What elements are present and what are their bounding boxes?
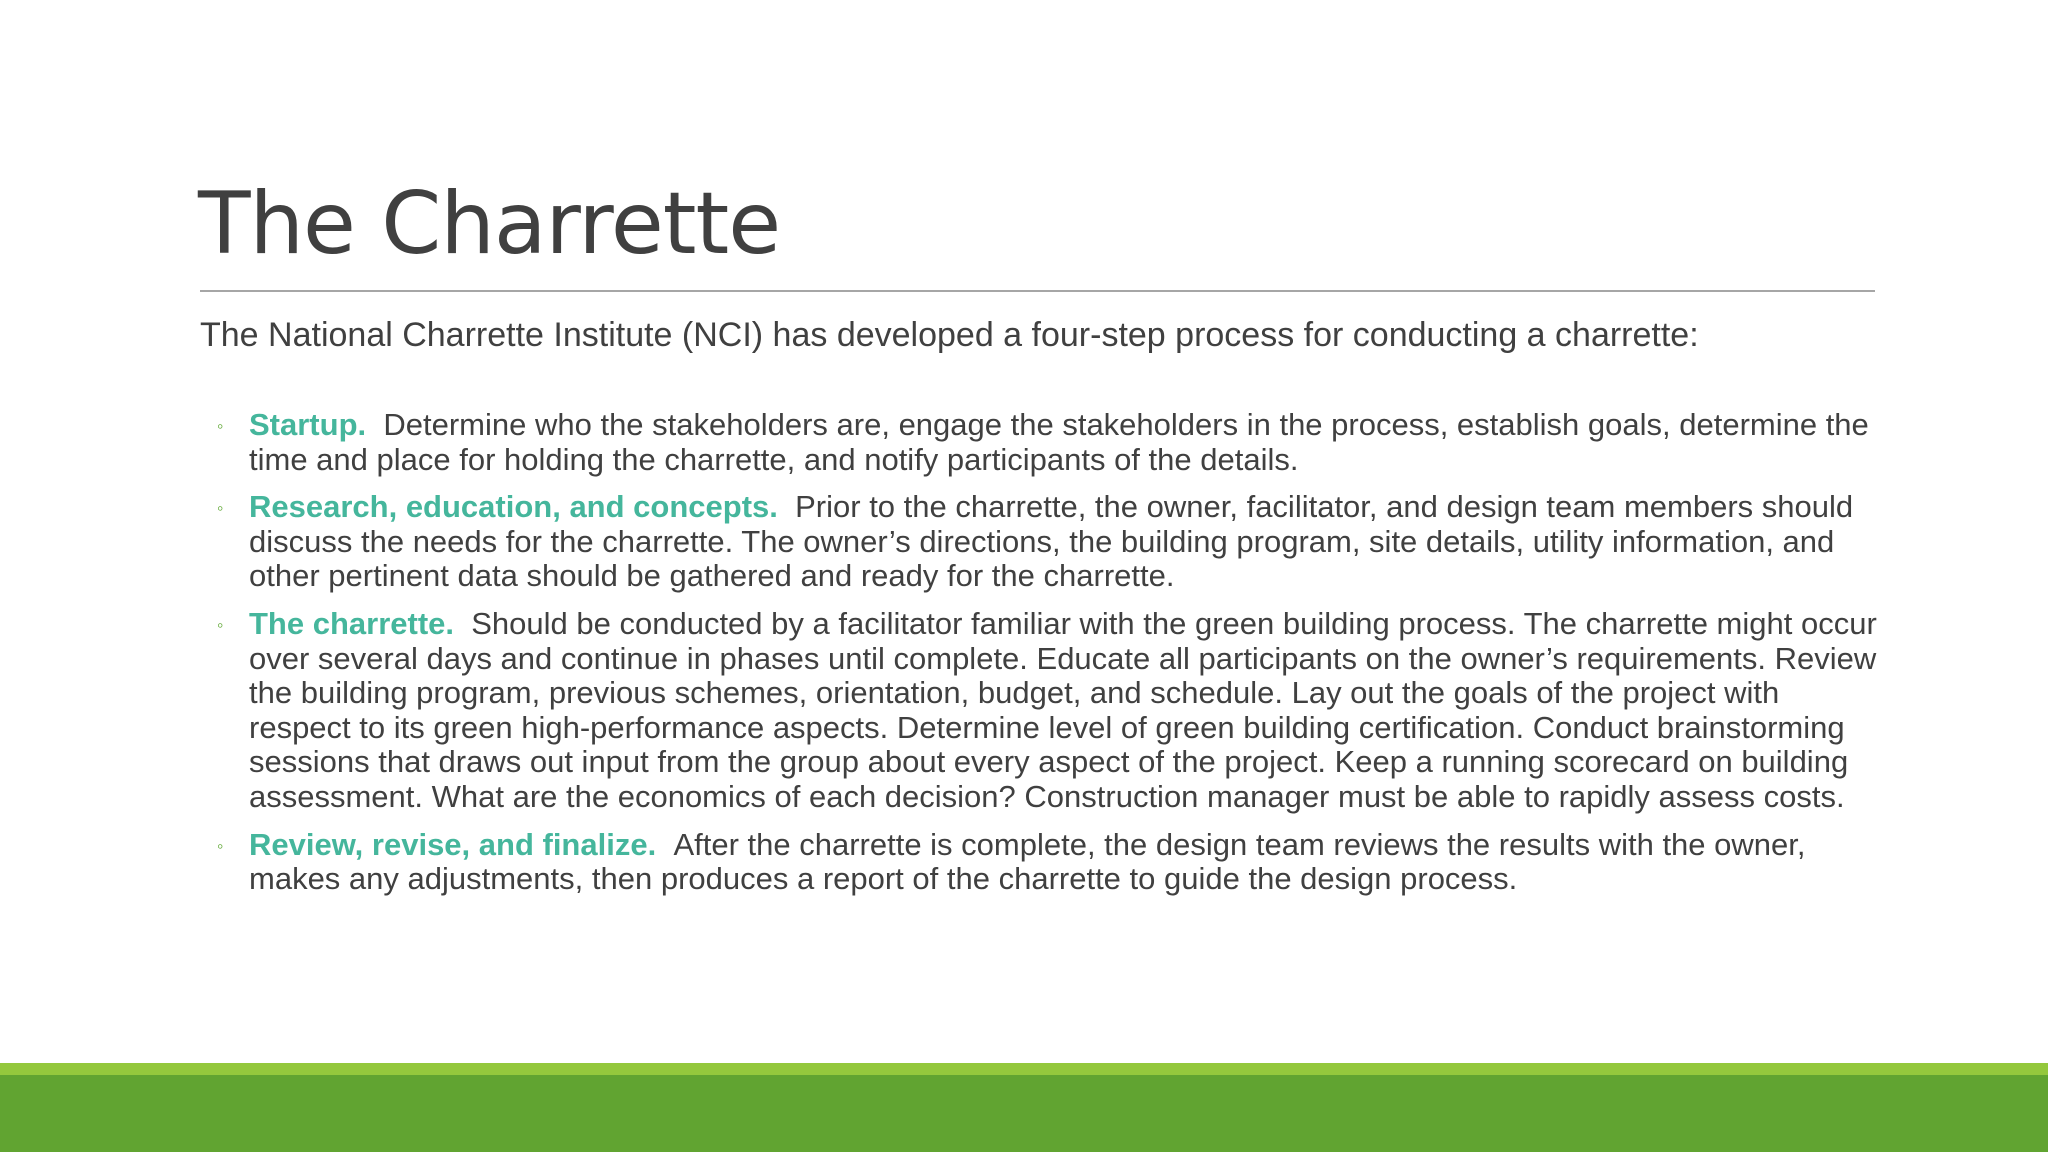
bullet-circle-icon: ◦ xyxy=(217,416,224,436)
slide-title: The Charrette xyxy=(198,174,781,274)
steps-list xyxy=(200,408,1880,910)
step-heading: Research, education, and concepts. xyxy=(249,489,778,525)
step-charrette xyxy=(200,607,1880,815)
step-review xyxy=(200,828,1880,897)
footer-bar xyxy=(0,1075,2048,1152)
bullet-circle-icon: ◦ xyxy=(217,835,224,856)
step-research xyxy=(200,490,1880,594)
bullet-circle-icon: ◦ xyxy=(217,498,224,519)
step-heading: Startup. xyxy=(249,407,367,442)
bullet-circle-icon: ◦ xyxy=(217,614,224,635)
step-heading: Review, revise, and finalize. xyxy=(249,826,657,862)
footer-accent-bar xyxy=(0,1063,2048,1075)
step-text: Should be conducted by a facilitator familiar with the green building process. The charrette might occur over several days and continue in phases until complete. Educate all participants on the owner’s requirements. Review the building program, previous schemes, orientation, budget, and schedule. Lay out the goals of the project with respect to its green high-performance aspects. Determine level of green building certification. Conduct brainstorming sessions that draws out input from the group about every aspect of the project. Keep a running scorecard on building assessment. What are the economics of each decision? Construction manager must be able to rapidly assess costs. xyxy=(249,605,1877,814)
step-text: Prior to the charrette, the owner, facilitator, and design team members should discuss the needs for the charrette. The owner’s directions, the building program, site details, utility information, and other pertinent data should be gathered and ready for the charrette. xyxy=(249,489,1854,594)
step-text: Determine who the stakeholders are, engage the stakeholders in the process, establish goals, determine the time and place for holding the charrette, and notify participants of the details. xyxy=(249,407,1869,477)
step-heading: The charrette. xyxy=(249,605,455,641)
step-startup xyxy=(200,408,1880,477)
step-text: After the charrette is complete, the design team reviews the results with the owner, makes any adjustments, then produces a report of the charrette to guide the design process. xyxy=(249,826,1806,897)
title-divider xyxy=(200,290,1875,292)
intro-text: The National Charrette Institute (NCI) has developed a four-step process for conducting a charrette: xyxy=(200,316,1699,354)
